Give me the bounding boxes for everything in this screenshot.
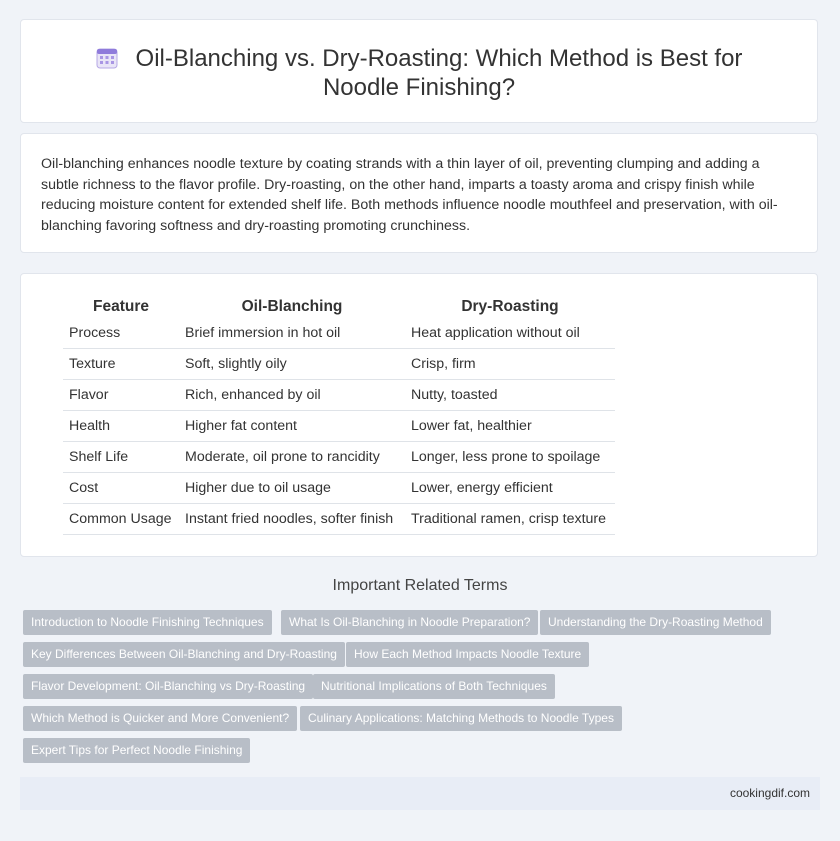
table-cell: Shelf Life	[63, 442, 179, 473]
related-term-tag[interactable]: Key Differences Between Oil-Blanching and Dry-Roasting	[23, 642, 345, 667]
table-body	[63, 318, 615, 535]
related-term-tag[interactable]: Introduction to Noodle Finishing Techniques	[23, 610, 272, 635]
table-row	[63, 318, 615, 349]
table-cell: Brief immersion in hot oil	[179, 318, 405, 349]
title-wrap	[21, 44, 817, 102]
header-card	[20, 19, 818, 123]
table-cell: Texture	[63, 349, 179, 380]
related-term-tag[interactable]: Flavor Development: Oil-Blanching vs Dry-Roasting	[23, 674, 313, 699]
intro-paragraph: Oil-blanching enhances noodle texture by coating strands with a thin layer of oil, preventing clumping and adding a subtle richness to the flavor profile. Dry-roasting, on the other hand, imparts a toasty aroma and crispy finish while reducing moisture content for extended shelf life. Both methods influence noodle mouthfeel and preservation, with oil-blanching favoring softness and dry-roasting promoting crunchiness.	[41, 156, 778, 234]
calendar-icon	[96, 47, 118, 69]
comparison-table	[63, 294, 615, 535]
table-cell: Higher fat content	[179, 411, 405, 442]
column-header-dry-roasting: Dry-Roasting	[461, 298, 559, 315]
page-title	[61, 44, 777, 102]
footer	[20, 777, 820, 810]
table-cell: Common Usage	[63, 504, 179, 535]
table-cell: Traditional ramen, crisp texture	[405, 504, 615, 535]
related-term-tag[interactable]: What Is Oil-Blanching in Noodle Preparation?	[281, 610, 538, 635]
intro-card	[20, 133, 818, 253]
table-row	[63, 504, 615, 535]
page-title-text: Oil-Blanching vs. Dry-Roasting: Which Method is Best for Noodle Finishing?	[135, 45, 743, 101]
table-cell: Longer, less prone to spoilage	[405, 442, 615, 473]
footer-site-link[interactable]: cookingdif.com	[729, 786, 810, 800]
table-cell: Crisp, firm	[405, 349, 615, 380]
table-cell: Process	[63, 318, 179, 349]
table-cell: Soft, slightly oily	[179, 349, 405, 380]
table-row	[63, 473, 615, 504]
table-row	[63, 380, 615, 411]
table-cell: Cost	[63, 473, 179, 504]
table-header-row	[63, 294, 615, 318]
related-term-tag[interactable]: How Each Method Impacts Noodle Texture	[346, 642, 589, 667]
table-cell: Flavor	[63, 380, 179, 411]
table-cell: Lower, energy efficient	[405, 473, 615, 504]
table-cell: Nutty, toasted	[405, 380, 615, 411]
related-terms-heading: Important Related Terms	[332, 577, 508, 594]
table-row	[63, 442, 615, 473]
table-cell: Instant fried noodles, softer finish	[179, 504, 405, 535]
table-cell: Rich, enhanced by oil	[179, 380, 405, 411]
column-header-oil-blanching: Oil-Blanching	[241, 298, 343, 315]
comparison-card	[20, 273, 818, 557]
table-row	[63, 349, 615, 380]
table-cell: Heat application without oil	[405, 318, 615, 349]
table-cell: Lower fat, healthier	[405, 411, 615, 442]
related-term-tag[interactable]: Nutritional Implications of Both Techniques	[313, 674, 555, 699]
related-term-tag[interactable]: Expert Tips for Perfect Noodle Finishing	[23, 738, 250, 763]
table-row	[63, 411, 615, 442]
table-cell: Higher due to oil usage	[179, 473, 405, 504]
related-term-tag[interactable]: Which Method is Quicker and More Convenient?	[23, 706, 297, 731]
table-cell: Moderate, oil prone to rancidity	[179, 442, 405, 473]
related-term-tag[interactable]: Culinary Applications: Matching Methods to Noodle Types	[300, 706, 622, 731]
table-cell: Health	[63, 411, 179, 442]
related-term-tag[interactable]: Understanding the Dry-Roasting Method	[540, 610, 771, 635]
column-header-feature: Feature	[93, 298, 149, 315]
